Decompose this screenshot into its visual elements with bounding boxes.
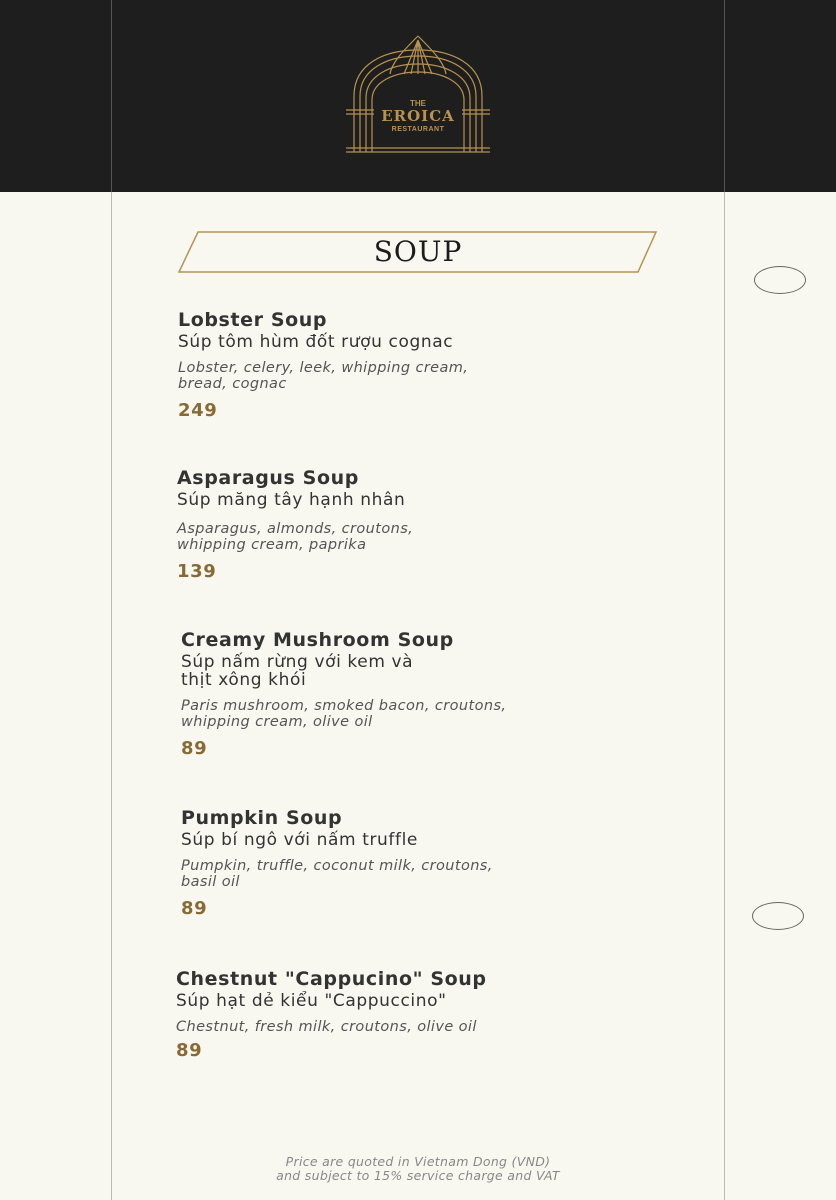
item-vn-name-2: thịt xông khói xyxy=(181,670,307,690)
item-description-1: Pumpkin, truffle, coconut milk, croutons, xyxy=(181,858,493,874)
section-title-frame xyxy=(178,231,658,273)
left-binding-line xyxy=(111,192,112,1200)
binder-hole-top xyxy=(754,266,806,294)
item-vn-name: Súp bí ngô với nấm truffle xyxy=(181,830,418,850)
binder-hole-bottom xyxy=(752,902,804,930)
item-price: 249 xyxy=(178,400,218,421)
item-name: Pumpkin Soup xyxy=(181,807,343,829)
logo-the: THE xyxy=(410,99,426,108)
item-price: 139 xyxy=(177,561,217,582)
menu-item-pumpkin xyxy=(181,807,493,919)
item-vn-name: Súp măng tây hạnh nhân xyxy=(177,490,406,510)
item-description-2: bread, cognac xyxy=(178,376,287,392)
price-note xyxy=(200,1155,636,1183)
item-name: Creamy Mushroom Soup xyxy=(181,629,454,651)
section-title: SOUP xyxy=(373,235,463,268)
menu-item-asparagus xyxy=(177,467,413,582)
eroica-logo xyxy=(344,34,492,156)
item-name: Chestnut "Cappucino" Soup xyxy=(176,968,487,990)
menu-item-chestnut xyxy=(176,968,487,1061)
price-note-line-2: and subject to 15% service charge and VAT xyxy=(276,1168,560,1183)
item-price: 89 xyxy=(181,738,208,759)
right-binding-line-top xyxy=(724,0,725,192)
item-description-1: Paris mushroom, smoked bacon, croutons, xyxy=(181,698,507,714)
item-description-2: whipping cream, paprika xyxy=(177,537,367,553)
item-name: Asparagus Soup xyxy=(177,467,359,489)
item-description-1: Asparagus, almonds, croutons, xyxy=(177,521,414,537)
item-price: 89 xyxy=(176,1040,203,1061)
item-description-1: Chestnut, fresh milk, croutons, olive oil xyxy=(176,1019,477,1035)
price-note-line-1: Price are quoted in Vietnam Dong (VND) xyxy=(285,1154,551,1169)
item-vn-name-1: Súp nấm rừng với kem và xyxy=(181,652,414,672)
item-description-1: Lobster, celery, leek, whipping cream, xyxy=(178,360,469,376)
logo-name: EROICA xyxy=(381,107,455,125)
logo-sub: RESTAURANT xyxy=(391,126,445,133)
menu-item-mushroom xyxy=(181,629,506,759)
item-description-2: basil oil xyxy=(181,874,240,890)
item-price: 89 xyxy=(181,898,208,919)
left-binding-line-top xyxy=(111,0,112,192)
item-description-2: whipping cream, olive oil xyxy=(181,714,373,730)
item-vn-name: Súp tôm hùm đốt rượu cognac xyxy=(178,332,454,352)
item-name: Lobster Soup xyxy=(178,309,328,331)
right-binding-line xyxy=(724,192,725,1200)
item-vn-name: Súp hạt dẻ kiểu "Cappuccino" xyxy=(176,991,447,1011)
menu-item-lobster xyxy=(178,309,468,421)
